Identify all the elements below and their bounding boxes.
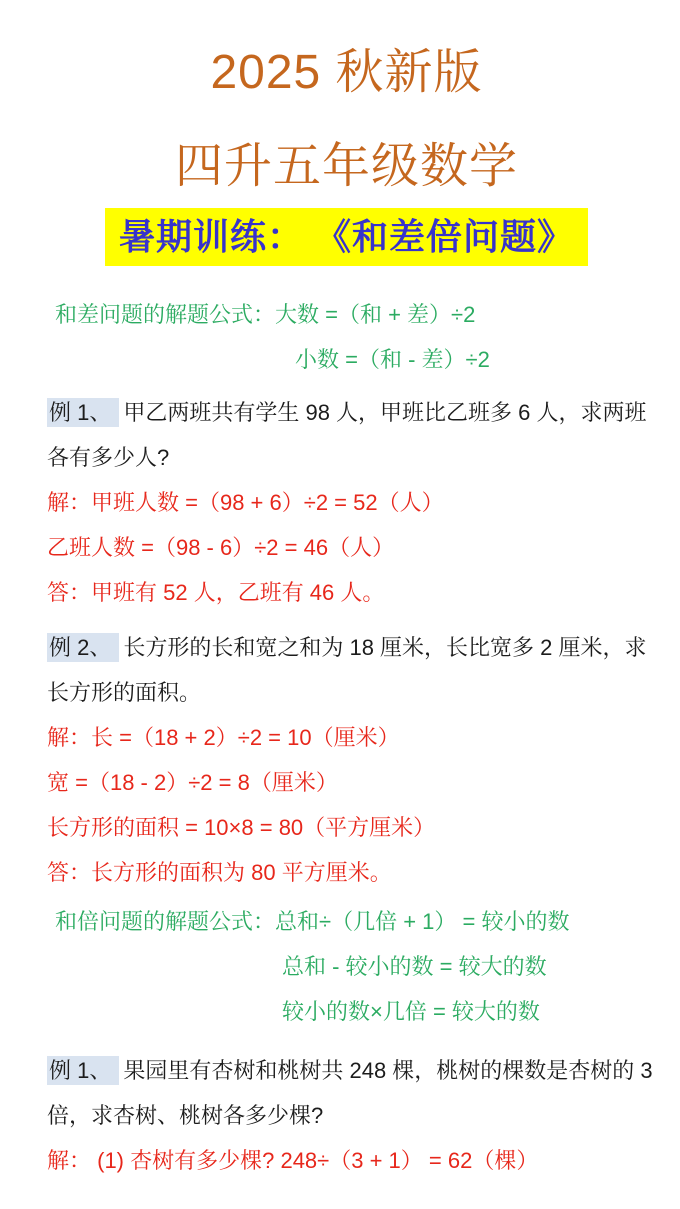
example-1-solution-2: 乙班人数 =（98 - 6）÷2 = 46（人） bbox=[47, 535, 395, 560]
example-3-question-line-1 bbox=[47, 1048, 653, 1093]
example-3-tag: 例 1、 bbox=[47, 1056, 119, 1085]
topic-banner: 暑期训练： 《和差倍问题》 bbox=[105, 208, 588, 266]
formula-line-1 bbox=[55, 899, 646, 944]
example-2-tag: 例 2、 bbox=[47, 633, 119, 662]
formula-expression: 大数 =（和 + 差）÷2 bbox=[275, 302, 476, 327]
example-3-question-text: 果园里有杏树和桃树共 248 棵，桃树的棵数是杏树的 3 bbox=[123, 1058, 653, 1083]
banner-row bbox=[47, 208, 646, 266]
formula-line-2: 总和 - 较小的数 = 较大的数 bbox=[282, 954, 547, 979]
example-1-solution-1: 解：甲班人数 =（98 + 6）÷2 = 52（人） bbox=[47, 490, 444, 515]
example-1-tag: 例 1、 bbox=[47, 398, 119, 427]
sum-multiple-formula-block bbox=[47, 899, 646, 1034]
formula-line-3: 较小的数×几倍 = 较大的数 bbox=[282, 999, 540, 1024]
example-1-question-text: 甲乙两班共有学生 98 人，甲班比乙班多 6 人，求两班 bbox=[123, 400, 647, 425]
formula-line-1 bbox=[55, 292, 646, 337]
page-title-grade: 四升五年级数学 bbox=[174, 140, 518, 193]
example-2-question-line-2: 长方形的面积。 bbox=[47, 680, 202, 705]
example-1-question-line-2: 各有多少人? bbox=[47, 445, 170, 470]
formula-intro: 和倍问题的解题公式： bbox=[55, 909, 276, 934]
example-2-answer: 答：长方形的面积为 80 平方厘米。 bbox=[47, 860, 392, 885]
example-3-solution-1: 解： (1) 杏树有多少棵? 248÷（3 + 1） = 62（棵） bbox=[47, 1148, 539, 1173]
example-3-block bbox=[47, 1048, 653, 1183]
example-3-question-line-2: 倍，求杏树、桃树各多少棵? bbox=[47, 1103, 324, 1128]
example-2-solution-2: 宽 =（18 - 2）÷2 = 8（厘米） bbox=[47, 770, 338, 795]
example-2-question-text: 长方形的长和宽之和为 18 厘米，长比宽多 2 厘米，求 bbox=[123, 635, 647, 660]
example-1-question-line-1 bbox=[47, 390, 646, 435]
example-2-solution-1: 解：长 =（18 + 2）÷2 = 10（厘米） bbox=[47, 725, 400, 750]
formula-intro: 和差问题的解题公式： bbox=[55, 302, 276, 327]
formula-line-2: 小数 =（和 - 差）÷2 bbox=[295, 347, 490, 372]
example-2-question-line-1 bbox=[47, 625, 646, 670]
example-1-block bbox=[47, 390, 646, 615]
example-1-answer: 答：甲班有 52 人，乙班有 46 人。 bbox=[47, 580, 385, 605]
page-title-year: 2025 秋新版 bbox=[210, 46, 483, 99]
example-2-solution-3: 长方形的面积 = 10×8 = 80（平方厘米） bbox=[47, 815, 436, 840]
sum-diff-formula-block bbox=[47, 292, 646, 382]
example-2-block bbox=[47, 625, 646, 895]
formula-expression: 总和÷（几倍 + 1） = 较小的数 bbox=[275, 909, 570, 934]
